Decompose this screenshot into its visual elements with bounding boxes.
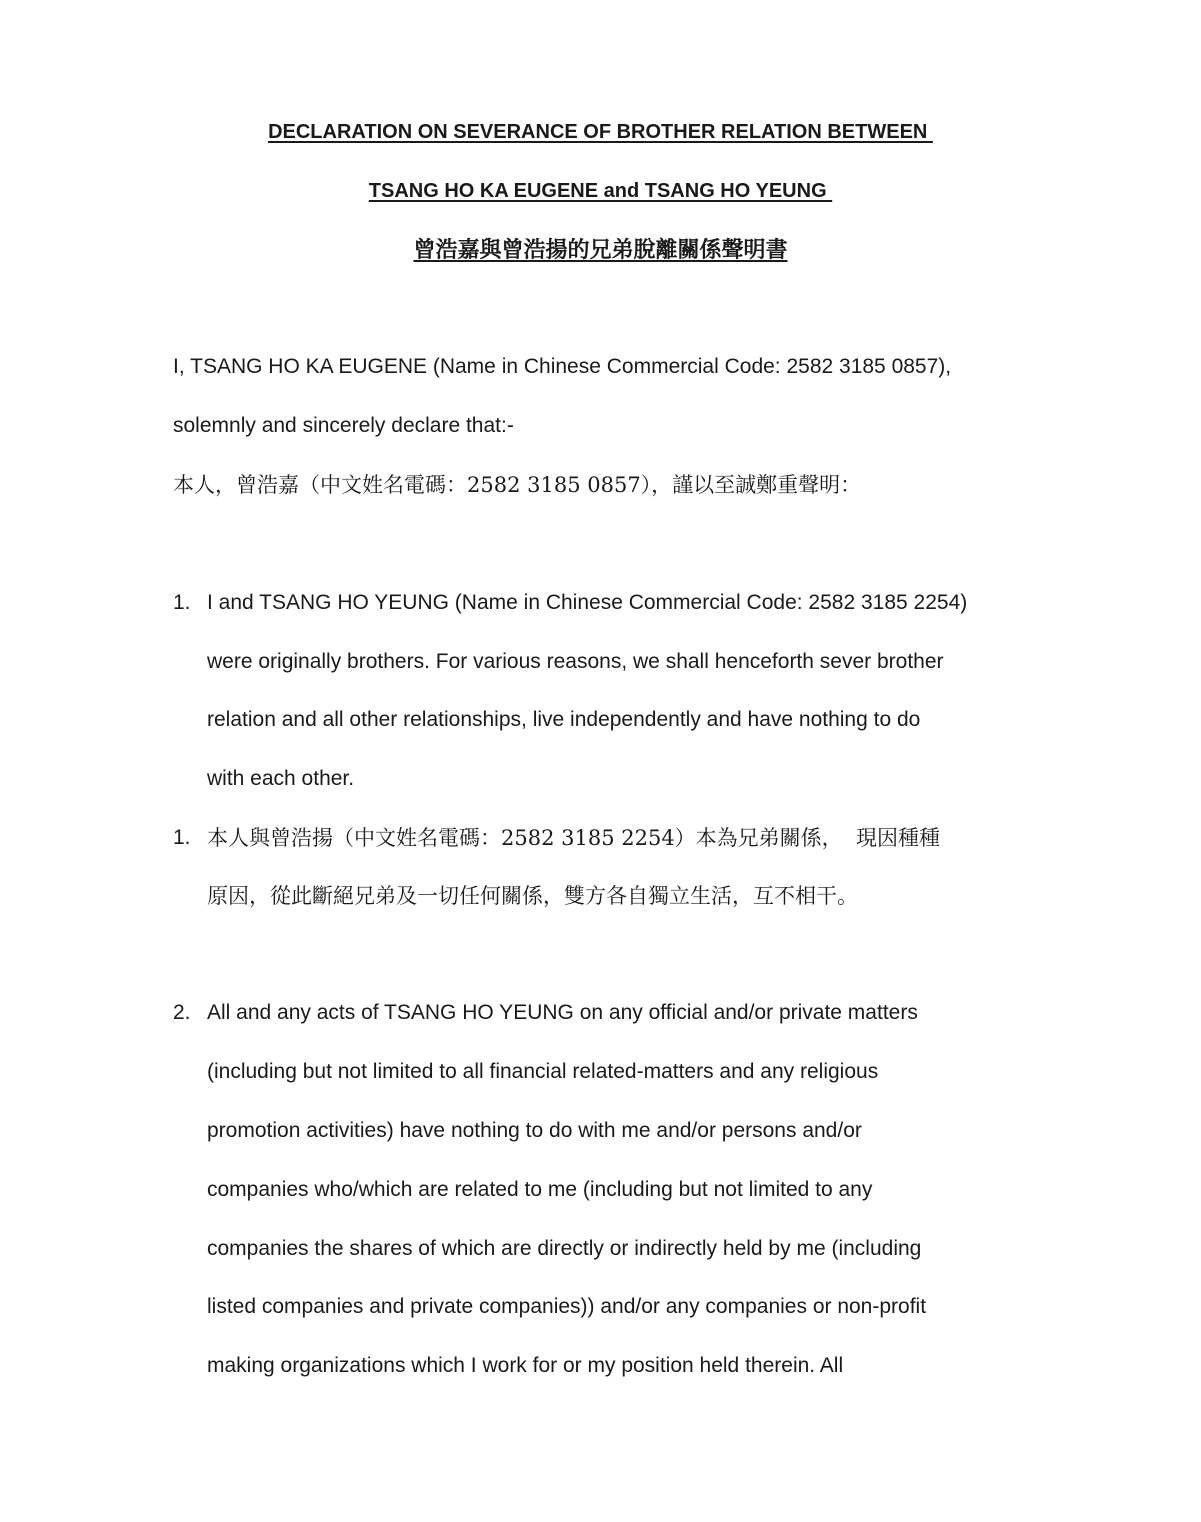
item-2-line-2: (including but not limited to all financial related-matters and any religious [207, 1060, 879, 1083]
intro-english-line-1: I, TSANG HO KA EUGENE (Name in Chinese Commercial Code: 2582 3185 0857), [173, 355, 952, 378]
item-2-number: 2. [173, 1001, 191, 1024]
item-1-number: 1. [173, 591, 191, 614]
intro-chinese: 本人，曾浩嘉（中文姓名電碼：2582 3185 0857），謹以至誠鄭重聲明： [173, 473, 862, 497]
title-line-2: TSANG HO KA EUGENE and TSANG HO YEUNG [368, 180, 833, 202]
item-1-line-4: with each other. [207, 767, 355, 790]
item-1-chinese-number: 1. [173, 826, 191, 849]
item-2-line-1: All and any acts of TSANG HO YEUNG on any official and/or private matters [207, 1001, 918, 1024]
intro-english-line-2: solemnly and sincerely declare that:- [173, 414, 514, 437]
item-1-chinese-line-2: 原因，從此斷絕兄弟及一切任何關係，雙方各自獨立生活，互不相干。 [207, 884, 858, 908]
title-line-3-chinese: 曾浩嘉與曾浩揚的兄弟脫離關係聲明書 [413, 237, 788, 263]
title-line-1: DECLARATION ON SEVERANCE OF BROTHER RELATION BETWEEN [268, 121, 933, 143]
item-1-line-2: were originally brothers. For various reasons, we shall henceforth sever brother [207, 650, 944, 673]
item-1-chinese-line-1: 本人與曾浩揚（中文姓名電碼：2582 3185 2254）本為兄弟關係， 現因種種 [207, 826, 941, 850]
item-2-line-6: listed companies and private companies)) and/or any companies or non-profit [207, 1295, 927, 1318]
item-2-line-5: companies the shares of which are directly or indirectly held by me (including [207, 1237, 922, 1260]
item-1-line-3: relation and all other relationships, live independently and have nothing to do [207, 708, 921, 731]
item-2-line-7: making organizations which I work for or my position held therein. All [207, 1354, 844, 1377]
item-2-line-4: companies who/which are related to me (including but not limited to any [207, 1178, 873, 1201]
item-1-line-1: I and TSANG HO YEUNG (Name in Chinese Commercial Code: 2582 3185 2254) [207, 591, 968, 614]
item-2-line-3: promotion activities) have nothing to do with me and/or persons and/or [207, 1119, 862, 1142]
